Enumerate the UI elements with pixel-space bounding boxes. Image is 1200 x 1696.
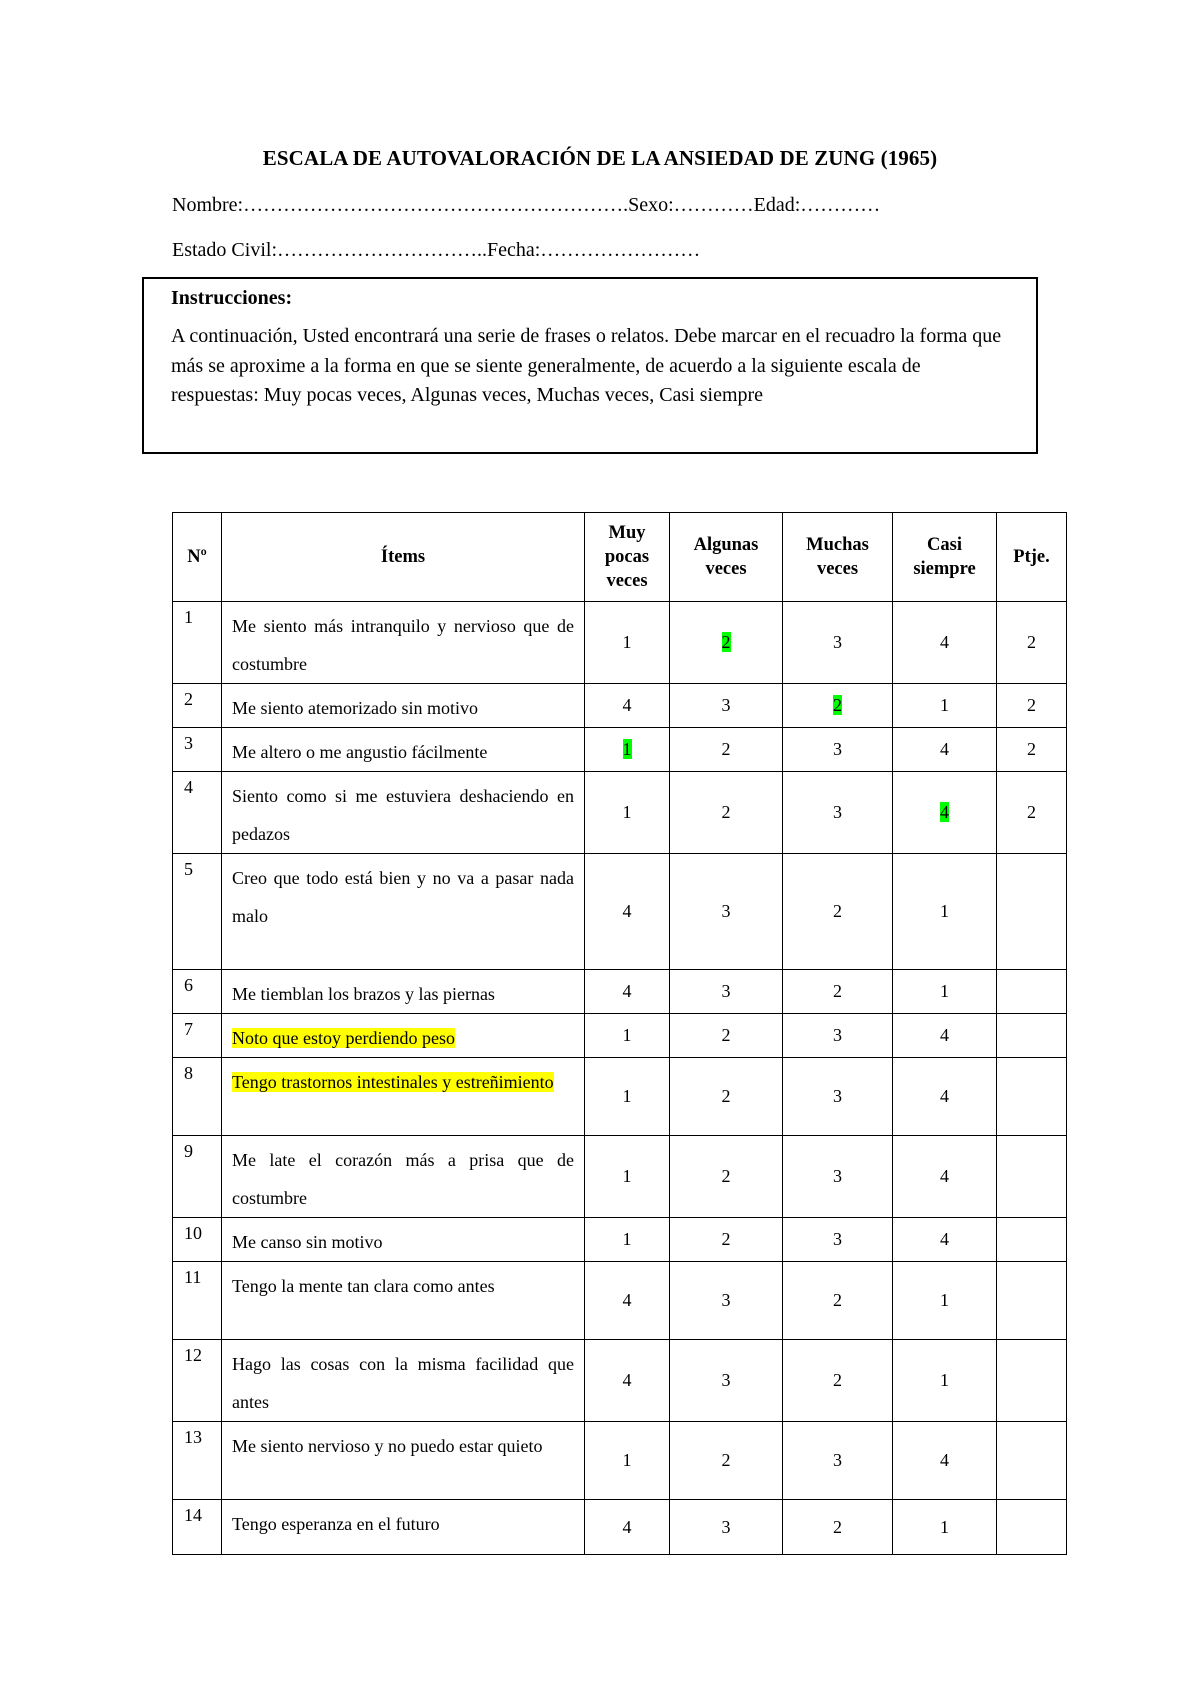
row-score[interactable]: [997, 1422, 1067, 1500]
option-value: 4: [940, 632, 949, 652]
option-value: 2: [833, 1516, 842, 1537]
option-value: 3: [721, 1370, 731, 1390]
option-value: 1: [622, 1025, 632, 1045]
row-number: 2: [173, 684, 222, 728]
option-casi-siempre[interactable]: [893, 1218, 997, 1262]
row-number: 1: [173, 602, 222, 684]
row-item-text: Creo que todo está bien y no va a pasar nada malo: [232, 868, 574, 926]
row-item-cell: [222, 854, 585, 970]
option-casi-siempre[interactable]: [893, 684, 997, 728]
row-item-text: Noto que estoy perdiendo peso: [232, 1028, 455, 1048]
row-item-text: Me siento atemorizado sin motivo: [232, 698, 478, 718]
row-score[interactable]: 2: [997, 728, 1067, 772]
table-row: [173, 1218, 1067, 1262]
row-number: 4: [173, 772, 222, 854]
form-line-civil-status-date: Estado Civil:…………………………..Fecha:……………………: [172, 239, 701, 261]
row-score[interactable]: [997, 854, 1067, 970]
table-row: [173, 772, 1067, 854]
option-value: 4: [940, 1025, 949, 1045]
row-item-text: Me tiemblan los brazos y las piernas: [232, 984, 495, 1004]
header-casi-siempre: Casi siempre: [893, 513, 997, 602]
option-value: 4: [622, 1516, 632, 1537]
option-value: 3: [833, 1229, 842, 1249]
row-item-cell: [222, 602, 585, 684]
header-muy-pocas-veces: Muy pocas veces: [585, 513, 670, 602]
row-score[interactable]: [997, 1014, 1067, 1058]
header-puntaje: Ptje.: [997, 513, 1067, 602]
option-value: 4: [940, 739, 949, 759]
row-item-cell: [222, 1500, 585, 1555]
option-muy-pocas-veces[interactable]: [585, 854, 670, 970]
row-item-cell: [222, 1058, 585, 1136]
option-value: 3: [721, 981, 731, 1001]
row-item-cell: [222, 772, 585, 854]
row-item-cell: [222, 1340, 585, 1422]
row-item-text: Me altero o me angustio fácilmente: [232, 742, 488, 762]
option-muchas-veces[interactable]: [783, 602, 893, 684]
option-value: 1: [622, 1166, 632, 1186]
instructions-text: A continuación, Usted encontrará una serie de frases o relatos. Debe marcar en el recuadro la forma que más se aproxime a la forma en que se siente generalmente, de acuerdo a la siguiente escala de respuestas: Muy pocas veces, Algunas veces, Muchas veces, Casi siempre: [171, 325, 1002, 406]
option-muchas-veces[interactable]: [783, 728, 893, 772]
option-casi-siempre[interactable]: [893, 728, 997, 772]
table-header-row: [173, 513, 1067, 602]
option-value: 3: [833, 632, 842, 652]
option-value: 1: [622, 1450, 632, 1470]
option-muchas-veces[interactable]: [783, 1014, 893, 1058]
option-value: 4: [622, 695, 632, 715]
row-number: 5: [173, 854, 222, 970]
option-algunas-veces[interactable]: [670, 728, 783, 772]
option-muchas-veces[interactable]: [783, 1422, 893, 1500]
option-algunas-veces[interactable]: [670, 772, 783, 854]
option-value: 3: [721, 901, 731, 921]
row-number: 6: [173, 970, 222, 1014]
instructions-box: [142, 277, 1038, 454]
option-muchas-veces[interactable]: [783, 1500, 893, 1555]
option-algunas-veces[interactable]: [670, 1014, 783, 1058]
page-title: ESCALA DE AUTOVALORACIÓN DE LA ANSIEDAD DE ZUNG (1965): [262, 146, 938, 170]
form-line-name-sex-age: Nombre:………………………………………………….Sexo:…………Edad:…………: [172, 194, 881, 216]
option-value: 2: [833, 981, 842, 1001]
anxiety-scale-table: [172, 512, 1067, 1555]
row-item-cell: [222, 728, 585, 772]
option-value: 3: [833, 1025, 842, 1045]
option-value: 2: [721, 1025, 731, 1045]
option-value: 4: [940, 1450, 949, 1470]
option-muy-pocas-veces[interactable]: [585, 1218, 670, 1262]
option-value: 4: [622, 1370, 632, 1390]
option-value: 2: [833, 1370, 842, 1390]
option-value: 2: [721, 1086, 731, 1106]
option-muy-pocas-veces[interactable]: [585, 1262, 670, 1340]
row-item-cell: [222, 970, 585, 1014]
option-casi-siempre[interactable]: [893, 970, 997, 1014]
row-score[interactable]: [997, 1340, 1067, 1422]
header-items: Ítems: [222, 513, 585, 602]
option-muy-pocas-veces[interactable]: [585, 1340, 670, 1422]
row-item-text: Siento como si me estuviera deshaciendo en pedazos: [232, 786, 574, 844]
row-number: 12: [173, 1340, 222, 1422]
option-value: 3: [833, 1166, 842, 1186]
option-muchas-veces[interactable]: [783, 1340, 893, 1422]
option-algunas-veces[interactable]: [670, 1218, 783, 1262]
option-value: 4: [940, 802, 949, 822]
option-algunas-veces[interactable]: [670, 1340, 783, 1422]
option-muy-pocas-veces[interactable]: [585, 1014, 670, 1058]
table-row: [173, 1058, 1067, 1136]
option-value: 2: [721, 1166, 731, 1186]
row-score[interactable]: [997, 1500, 1067, 1555]
option-value: 1: [940, 695, 949, 715]
option-muchas-veces[interactable]: [783, 970, 893, 1014]
option-muy-pocas-veces[interactable]: [585, 728, 670, 772]
option-casi-siempre[interactable]: [893, 1136, 997, 1218]
option-value: 4: [622, 901, 632, 921]
option-muy-pocas-veces[interactable]: [585, 772, 670, 854]
option-casi-siempre[interactable]: [893, 602, 997, 684]
option-casi-siempre[interactable]: [893, 772, 997, 854]
row-number: 7: [173, 1014, 222, 1058]
option-algunas-veces[interactable]: [670, 602, 783, 684]
table-row: [173, 1422, 1067, 1500]
option-muchas-veces[interactable]: [783, 854, 893, 970]
table-row: [173, 970, 1067, 1014]
option-value: 2: [833, 901, 842, 921]
table-row: [173, 1262, 1067, 1340]
option-value: 3: [833, 802, 842, 822]
option-value: 4: [622, 1290, 632, 1310]
option-muy-pocas-veces[interactable]: [585, 1136, 670, 1218]
table-row: [173, 684, 1067, 728]
row-number: 9: [173, 1136, 222, 1218]
option-value: 3: [721, 695, 731, 715]
row-item-text: Tengo trastornos intestinales y estreñimiento: [232, 1072, 554, 1092]
option-value: 2: [833, 695, 842, 715]
option-algunas-veces[interactable]: [670, 1262, 783, 1340]
option-muchas-veces[interactable]: [783, 1136, 893, 1218]
row-score[interactable]: [997, 1218, 1067, 1262]
option-value: 1: [940, 901, 949, 921]
option-value: 1: [622, 632, 632, 652]
option-casi-siempre[interactable]: [893, 854, 997, 970]
table-row: [173, 1340, 1067, 1422]
row-score[interactable]: 2: [997, 684, 1067, 728]
option-muchas-veces[interactable]: [783, 684, 893, 728]
row-item-text: Me late el corazón más a prisa que de costumbre: [232, 1150, 574, 1208]
row-item-cell: [222, 1014, 585, 1058]
option-algunas-veces[interactable]: [670, 1422, 783, 1500]
option-muy-pocas-veces[interactable]: [585, 1500, 670, 1555]
row-number: 14: [173, 1500, 222, 1555]
option-value: 2: [721, 802, 731, 822]
option-value: 1: [940, 1290, 949, 1310]
option-value: 1: [622, 802, 632, 822]
option-value: 2: [721, 739, 731, 759]
row-item-text: Me siento nervioso y no puedo estar quieto: [232, 1436, 543, 1456]
option-casi-siempre[interactable]: [893, 1340, 997, 1422]
option-value: 1: [622, 1086, 632, 1106]
row-item-text: Tengo la mente tan clara como antes: [232, 1276, 495, 1296]
header-number: Nº: [173, 513, 222, 602]
table-row: [173, 1014, 1067, 1058]
option-algunas-veces[interactable]: [670, 684, 783, 728]
row-item-cell: [222, 1262, 585, 1340]
row-number: 8: [173, 1058, 222, 1136]
option-muchas-veces[interactable]: [783, 1058, 893, 1136]
row-item-text: Tengo esperanza en el futuro: [232, 1514, 440, 1534]
option-algunas-veces[interactable]: [670, 1058, 783, 1136]
option-muy-pocas-veces[interactable]: [585, 684, 670, 728]
option-muy-pocas-veces[interactable]: [585, 1058, 670, 1136]
table-row: [173, 602, 1067, 684]
row-score[interactable]: [997, 970, 1067, 1014]
instructions-heading: Instrucciones:: [171, 287, 293, 309]
option-value: 2: [721, 1450, 731, 1470]
option-muchas-veces[interactable]: [783, 1262, 893, 1340]
row-number: 11: [173, 1262, 222, 1340]
option-casi-siempre[interactable]: [893, 1422, 997, 1500]
option-value: 1: [940, 1370, 949, 1390]
table-row: [173, 1136, 1067, 1218]
row-score[interactable]: [997, 1058, 1067, 1136]
option-casi-siempre[interactable]: [893, 1014, 997, 1058]
row-item-cell: [222, 684, 585, 728]
table-row: [173, 1500, 1067, 1555]
option-value: 2: [721, 632, 731, 652]
option-value: 4: [940, 1229, 949, 1249]
row-score[interactable]: [997, 1136, 1067, 1218]
option-value: 3: [833, 1450, 842, 1470]
option-value: 4: [940, 1086, 949, 1106]
option-casi-siempre[interactable]: [893, 1058, 997, 1136]
option-muy-pocas-veces[interactable]: [585, 970, 670, 1014]
option-value: 4: [940, 1166, 949, 1186]
option-value: 1: [622, 1229, 632, 1249]
row-number: 10: [173, 1218, 222, 1262]
row-item-text: Me canso sin motivo: [232, 1232, 383, 1252]
row-number: 3: [173, 728, 222, 772]
option-value: 3: [833, 1086, 842, 1106]
option-muchas-veces[interactable]: [783, 772, 893, 854]
option-muy-pocas-veces[interactable]: [585, 602, 670, 684]
row-score[interactable]: [997, 1262, 1067, 1340]
row-item-cell: [222, 1218, 585, 1262]
option-value: 1: [940, 981, 949, 1001]
option-value: 1: [940, 1516, 949, 1537]
option-algunas-veces[interactable]: [670, 854, 783, 970]
option-algunas-veces[interactable]: [670, 1500, 783, 1555]
option-value: 4: [622, 981, 632, 1001]
row-item-text: Me siento más intranquilo y nervioso que de costumbre: [232, 616, 574, 674]
option-muy-pocas-veces[interactable]: [585, 1422, 670, 1500]
option-value: 1: [622, 739, 632, 759]
table-row: [173, 728, 1067, 772]
row-item-text: Hago las cosas con la misma facilidad que antes: [232, 1354, 574, 1412]
row-item-cell: [222, 1422, 585, 1500]
option-algunas-veces[interactable]: [670, 1136, 783, 1218]
table-row: [173, 854, 1067, 970]
header-muchas-veces: Muchas veces: [783, 513, 893, 602]
row-score[interactable]: 2: [997, 772, 1067, 854]
header-algunas-veces: Algunas veces: [670, 513, 783, 602]
row-score[interactable]: 2: [997, 602, 1067, 684]
option-muchas-veces[interactable]: [783, 1218, 893, 1262]
option-casi-siempre[interactable]: [893, 1262, 997, 1340]
option-value: 3: [721, 1516, 731, 1537]
option-value: 2: [721, 1229, 731, 1249]
option-value: 2: [833, 1290, 842, 1310]
row-number: 13: [173, 1422, 222, 1500]
option-value: 3: [833, 739, 842, 759]
row-item-cell: [222, 1136, 585, 1218]
option-casi-siempre[interactable]: [893, 1500, 997, 1555]
option-value: 3: [721, 1290, 731, 1310]
option-algunas-veces[interactable]: [670, 970, 783, 1014]
